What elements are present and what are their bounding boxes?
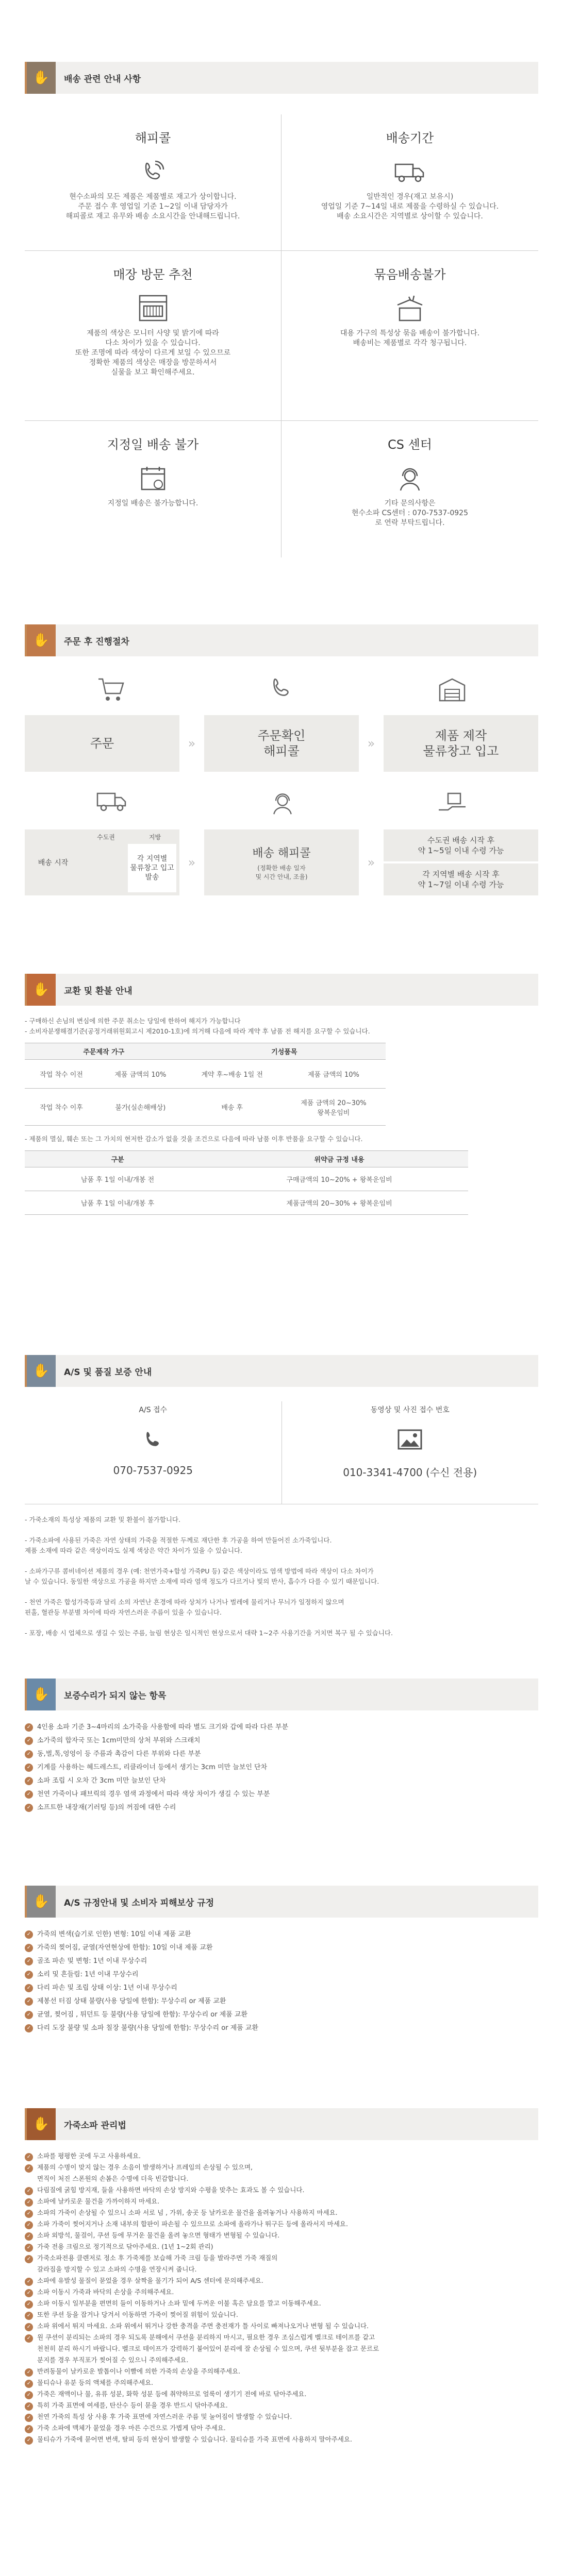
- list-item: ✓ 또한 쿠션 등을 잡거나 당겨서 이동하면 가죽이 찢어질 위험이 있습니다.: [25, 2309, 538, 2320]
- list-item: ✓ 소프트한 내장재(기러팅 등)의 꺼짐에 대한 수리: [25, 1801, 538, 1815]
- table-cell: 제품 금액의 10%: [281, 1060, 386, 1089]
- list-item: ✓ 다리 도장 불량 및 소파 칠장 불량(사용 당일에 한함): 무상수리 or 제품 교환: [25, 2022, 538, 2035]
- check-icon: ✓: [25, 1930, 33, 1939]
- check-icon: ✓: [25, 2024, 33, 2032]
- col-header: 구분: [25, 1151, 210, 1167]
- delivered-box-icon: [437, 789, 468, 825]
- check-icon: ✓: [25, 2300, 33, 2309]
- as-warranty-section: [25, 1355, 538, 1638]
- receive-local: 각 지역별 배송 시작 후 약 1~7일 이내 수령 가능: [384, 863, 538, 895]
- list-item: ✓ 소리 및 흔들림: 1년 이내 무상수리: [25, 1968, 538, 1981]
- truck-icon: [292, 151, 528, 192]
- check-icon: ✓: [25, 2391, 33, 2399]
- as-photo-number: 010-3341-4700 (수신 전용): [343, 1466, 477, 1479]
- no-warranty-section: [25, 1679, 538, 1815]
- table-cell: 작업 착수 이후: [25, 1089, 98, 1126]
- cell-title: 매장 방문 추천: [113, 267, 193, 282]
- image-icon: [282, 1428, 539, 1451]
- check-icon: ✓: [25, 2436, 33, 2445]
- list-item: ✓ 다림질에 굵힘 방지재, 들을 사용하면 바닥의 손상 방지와 수평을 맞추는 효과도 볼 수 있습니다.: [25, 2184, 538, 2196]
- list-item: ✓ 소파 이동시 일부분을 편면히 들이 이동하거나 소파 밑에 두꺼운 이불 혹은 담요를 깔고 이동해주세요.: [25, 2298, 538, 2309]
- hand-logo-icon: ✋: [27, 1355, 56, 1387]
- check-icon: ✓: [25, 2198, 33, 2207]
- info-cell-store-visit: [25, 251, 281, 421]
- check-icon: ✓: [25, 1777, 33, 1785]
- check-icon: ✓: [25, 1737, 33, 1745]
- section-title: A/S 규정안내 및 소비자 피해보상 규정: [64, 1897, 214, 1908]
- cell-desc: 대용 가구의 특성상 묶음 배송이 불가합니다. 배송비는 제품별로 각각 청구됩니다.: [340, 329, 480, 347]
- check-icon: ✓: [25, 1790, 33, 1799]
- list-item: ✓ 소파 위에서 뛰지 마세요. 소파 위에서 뛰거나 강한 충격을 주면 충전재가 틀 사이로 빠져나오거나 변형 될 수 있습니다.: [25, 2320, 538, 2332]
- list-item: ✓ 소가죽의 합자국 또는 1cm미만의 상처 부위와 스크래치: [25, 1734, 538, 1748]
- section-header: [25, 1355, 538, 1387]
- check-icon: ✓: [25, 2011, 33, 2019]
- cell-desc: 기타 문의사항은 현수소파 CS센터 : 070-7537-0925 로 연락 부탁드립니다.: [352, 499, 468, 527]
- table-cell: 제품 금액의 10%: [98, 1060, 183, 1089]
- step-confirm: 주문확인 해피콜: [204, 715, 359, 772]
- hand-logo-icon: ✋: [27, 62, 56, 94]
- check-icon: ✓: [25, 1957, 33, 1965]
- cell-title: CS 센터: [388, 437, 432, 452]
- return-note: - 제품의 멸실, 훼손 또는 그 가치의 현저한 감소가 없을 것을 조건으로 다음에 따라 남품 이후 반품을 요구할 수 있습니다.: [25, 1135, 363, 1143]
- list-item: ✓ 물티슈가 가죽에 묻어면 변색, 탈피 등의 현상이 발생할 수 있습니다. 물티슈를 가죽 표면에 사용하지 말아주세요.: [25, 2434, 538, 2445]
- info-cell-date: [25, 421, 281, 557]
- happy-sub: (정확한 배송 일자 및 시간 안내, 조율): [255, 864, 308, 880]
- as-notes: - 가죽소재의 특성상 제품의 교환 및 환불이 불가합니다. - 가죽소파에 사용된 가죽은 자연 상태의 가죽을 적절한 두께로 재단한 후 가공을 하여 만들어진 소가죽입니다. 제품 소재에 따라 같은 색상이라도 실제 색상은 약간 차이가 있을 수 있습니다. - 소파가구류 콤비네이션 제품의 경우 (예: 천연가죽+합성 가죽PU 등) 같은 색상이라도 염색 방법에 따라 색상이 다소 차이가 날 수 있습니다. 동일한 색상으로 가공을 하지만 소재에 따라 염색 정도가 다르거나 빛의 반사, 흡수가 다를 수 있기 때문입니다. - 천연 가죽은 합성가죽등과 달리 소의 자연난 흔경에 따라 상처가 나거나 벌레에 물리거나 무늬가 일정하지 않으며 핀홀, 혈관등 부분별 차이에 따라 자연스러운 주름이 있을 수 있습니다. - 포장, 배송 시 업체으로 생길 수 있는 주름, 늘림 현상은 일시적인 현상으로서 대략 1~2주 사용기간을 거치면 복구 될 수 있습니다.: [25, 1516, 393, 1637]
- list-item: ✓ 가죽의 찢어짐, 균열(자연현상에 한함): 10일 이내 제품 교환: [25, 1941, 538, 1955]
- check-icon: ✓: [25, 2368, 33, 2377]
- phone-icon: [25, 1428, 281, 1451]
- warehouse-icon: [438, 675, 467, 711]
- check-icon: ✓: [25, 2153, 33, 2161]
- row2-steps: [25, 829, 538, 895]
- order-process-section: [25, 624, 538, 895]
- check-icon: ✓: [25, 2402, 33, 2411]
- store-icon: [35, 287, 271, 329]
- table-cell: 배송 후: [183, 1089, 281, 1126]
- hand-logo-icon: ✋: [27, 2108, 56, 2140]
- check-icon: ✓: [25, 2380, 33, 2388]
- sub-local: 지방: [148, 833, 161, 841]
- check-icon: ✓: [25, 2187, 33, 2195]
- table-cell: 남품 후 1일 이내/개봉 전: [25, 1167, 210, 1191]
- section-header: [25, 2108, 538, 2140]
- check-icon: ✓: [25, 2323, 33, 2331]
- local-warehouse: 각 지역별 물류창고 입고 발송: [128, 844, 176, 892]
- phone-icon: [269, 675, 294, 711]
- check-icon: ✓: [25, 1764, 33, 1772]
- check-icon: ✓: [25, 2334, 33, 2343]
- as-photo-block: [282, 1401, 539, 1504]
- check-icon: ✓: [25, 2255, 33, 2263]
- phone-icon: [35, 151, 271, 192]
- cell-desc: 일반적인 경우(재고 보유시) 영업일 기준 7~14일 내로 제품을 수령하실 수 있습니다. 배송 소요시간은 지역별로 상이할 수 있습니다.: [321, 193, 499, 221]
- list-item: ✓ 소파에 유발성 물질이 묻었을 경우 살짝을 물기가 되어 A/S 센터에 문의해주세요.: [25, 2275, 538, 2286]
- table-cell: 구매금액의 10~20% + 왕복운임비: [210, 1167, 468, 1191]
- info-cell-period: [281, 114, 538, 251]
- check-icon: ✓: [25, 1997, 33, 2006]
- list-item: ✓ 천연 가죽의 특성 상 사용 후 가죽 표면에 자연스러운 주름 및 눌어짐이 발생할 수 있습니다.: [25, 2411, 538, 2422]
- check-icon: ✓: [25, 1944, 33, 1952]
- list-item: ✓ 소파에 날카로운 물건을 가까이하지 마세요.: [25, 2196, 538, 2207]
- check-icon: ✓: [25, 1750, 33, 1758]
- leather-care-section: [25, 2108, 538, 2445]
- cell-title: 지정일 배송 불가: [107, 437, 199, 452]
- list-item: ✓ 소파 조립 시 오차 간 3cm 미만 늘보인 단차: [25, 1774, 538, 1788]
- step-production: 제품 제작 물류창고 입고: [384, 715, 538, 772]
- list-item: ✓ 가죽 전용 크림으로 정기적으로 닦아주세요. (1년 1~2회 관리): [25, 2241, 538, 2252]
- no-warranty-list: [25, 1721, 538, 1815]
- col-header: 기성품목: [183, 1043, 386, 1060]
- table-cell: 계약 후~배송 1일 전: [183, 1060, 281, 1089]
- row1-steps: [25, 715, 538, 772]
- check-icon: ✓: [25, 2278, 33, 2286]
- list-item: ✓ 가죽의 변색(습기로 인한) 변형: 10일 이내 제품 교환: [25, 1928, 538, 1941]
- check-icon: ✓: [25, 1804, 33, 1812]
- list-item: ✓ 제품의 수명이 맞지 않는 경우 소음이 발생하거나 프레임의 손상될 수 있으며, 면직이 처진 스폰원의 손봄은 수명에 더욱 빈감합니다.: [25, 2162, 538, 2184]
- check-icon: ✓: [25, 1984, 33, 1992]
- check-icon: ✓: [25, 2164, 33, 2173]
- list-item: ✓ 가죽소파전용 클렌저로 정소 후 가죽제를 보습해 가죽 크림 등을 발라주면 가죽 재질의 갈라짐을 방지할 수 있고 소파의 수명을 연장시켜 줍니다.: [25, 2252, 538, 2275]
- step-delivery-call: [204, 829, 359, 895]
- check-icon: ✓: [25, 2312, 33, 2320]
- row2-icons: [25, 789, 538, 825]
- list-item: ✓ 소파 이동시 가죽과 바닥의 손상을 주의해주세요.: [25, 2286, 538, 2298]
- check-icon: ✓: [25, 2210, 33, 2218]
- as-phone-number: 070-7537-0925: [113, 1464, 193, 1477]
- cell-desc: 지정일 배송은 불가능합니다.: [107, 499, 198, 507]
- section-header: [25, 624, 538, 656]
- check-icon: ✓: [25, 2232, 33, 2241]
- care-list: [25, 2150, 538, 2445]
- list-item: ✓ 소파의 가죽이 손상될 수 있으니 소파 서로 넘 , 가위, 송곳 등 날카로운 물건을 올려놓거나 사용하지 마세요.: [25, 2207, 538, 2218]
- list-item: ✓ 4인용 소파 기준 3~4마리의 소가죽을 사용함에 따라 별도 크기와 갑에 따라 다른 부분: [25, 1721, 538, 1734]
- penalty-table: [25, 1150, 468, 1215]
- list-item: ✓ 다리 파손 및 조립 상태 이상: 1년 이내 무상수리: [25, 1981, 538, 1995]
- cell-title: 묶음배송불가: [374, 267, 446, 282]
- section-title: 배송 관련 안내 사항: [64, 74, 141, 84]
- table-cell: 제품 금액의 20~30% 왕복운임비: [281, 1089, 386, 1126]
- info-cell-happycall: [25, 114, 281, 251]
- double-chevron-icon: »: [367, 736, 375, 751]
- section-header: [25, 62, 538, 94]
- col-header: 위약금 규정 내용: [210, 1151, 468, 1167]
- list-item: ✓ 가죽 소파에 맥체가 뭍었을 경우 마른 수건으로 가볍게 닦아 주세요.: [25, 2422, 538, 2434]
- list-item: ✓ 물티슈나 유분 등의 액체를 주의해주세요.: [25, 2377, 538, 2388]
- cell-desc: 제품의 색상은 모니터 사양 및 밝기에 따라 다소 차이가 있을 수 있습니다. 또한 조명에 따라 색상이 다르게 보일 수 있으므로 정확한 제품의 색상은 매장을 방문하셔서 실물을 보고 확인해주세요.: [75, 329, 231, 377]
- cell-title: 해피콜: [135, 131, 171, 145]
- step-shipping: [25, 829, 179, 895]
- compensation-section: [25, 1886, 538, 2035]
- step-receive: [384, 829, 538, 895]
- list-item: ✓ 특히 가죽 표면에 여세를, 탄산수 등이 묻을 경우 반드시 닦아주세요.: [25, 2400, 538, 2411]
- table-cell: 남품 후 1일 이내/개봉 후: [25, 1191, 210, 1215]
- list-item: ✓ 동,벌,톡,엉엉이 등 주름과 촉감이 다른 부위와 다른 부분: [25, 1748, 538, 1761]
- check-icon: ✓: [25, 2425, 33, 2433]
- info-cell-cs: [281, 421, 538, 557]
- refund-table: [25, 1043, 386, 1126]
- list-item: ✓ 제봉선 터짐 상태 불량(사용 당일에 한함): 무상수리 or 제품 교환: [25, 1995, 538, 2008]
- row1-icons: [25, 675, 538, 711]
- section-title: 가죽소파 관리법: [64, 2120, 126, 2131]
- refund-notes: - 구매하신 손님의 변심에 의한 주문 취소는 당일에 한하여 해지가 가능합니다 - 소비자분쟁해결기준(공정거래위원회고시 제2010-1호)에 의거해 다음에 따라 계약 후 남품 전 해지를 요구할 수 있습니다.: [25, 1017, 370, 1035]
- info-cell-bundle: [281, 251, 538, 421]
- hand-logo-icon: ✋: [27, 974, 56, 1006]
- list-item: ✓ 골조 파손 및 변형: 1년 이내 무상수리: [25, 1955, 538, 1968]
- double-chevron-icon: »: [367, 855, 375, 870]
- section-header: [25, 1679, 538, 1710]
- happy-title: 배송 해피콜: [252, 846, 311, 860]
- list-item: ✓ 소파 외방석, 물걸이, 쿠션 등에 무거운 물건을 올려 놓으면 형태가 변형될 수 있습니다.: [25, 2230, 538, 2241]
- section-header: [25, 974, 538, 1006]
- as-phone-title: A/S 접수: [139, 1406, 168, 1414]
- list-item: ✓ 가죽은 재액이나 물, 유류 성분, 화학 성분 등에 취약하므로 얼룩이 생기기 전에 바로 닦아주세요.: [25, 2388, 538, 2400]
- list-item: ✓ 기계를 사용하는 헤드레스트, 리클라이너 등에서 생기는 3cm 미만 늘보인 단차: [25, 1761, 538, 1774]
- box-icon: [292, 287, 528, 329]
- list-item: ✓ 소파 가죽이 찢어지거나 소재 내부의 합판이 파손될 수 있으므로 소파에 올라가나 뛰구든 등에 올라서지 마세요.: [25, 2218, 538, 2230]
- headset-icon: [292, 457, 528, 499]
- delivery-info-section: [25, 62, 538, 557]
- as-contacts: [25, 1401, 538, 1504]
- truck-icon: [95, 789, 128, 825]
- list-item: ✓ 반려동물이 날카로운 발톱이나 이빨에 의한 가죽의 손상을 주의해주세요.: [25, 2366, 538, 2377]
- list-item: ✓ 원 쿠션이 분리되는 소파의 경우 되도록 분해에서 쿠션을 분리하지 마시고, 필요한 경우 조심스럽게 벨크로 테이프를 같고 천천히 분리 하시기 바랍니다. 벨크로 테이프가 강력하기 붙어있어 분리에 잘 손상될 수 있으며, 쿠션 뒷부분을 잡고 문르로 분지를 경우 부직포가 찢어질 수 있으니 주의해주세요.: [25, 2332, 538, 2366]
- hand-logo-icon: ✋: [27, 1679, 56, 1710]
- section-title: 주문 후 진행절차: [64, 636, 129, 647]
- double-chevron-icon: »: [188, 855, 196, 870]
- hand-logo-icon: ✋: [27, 1886, 56, 1918]
- compensation-list: [25, 1928, 538, 2035]
- section-title: 보증수리가 되지 않는 항목: [64, 1690, 167, 1701]
- hand-logo-icon: ✋: [27, 624, 56, 656]
- cell-title: 배송기간: [386, 131, 434, 145]
- list-item: ✓ 천연 가죽이나 패브릭의 경우 염색 과정에서 따라 색상 차이가 생길 수 있는 부분: [25, 1788, 538, 1801]
- ship-start-label: 배송 시작: [38, 859, 69, 867]
- cell-desc: 현수소파의 모든 제품은 제품별로 재고가 상이합니다. 주문 접수 후 영업일 기준 1~2일 이내 담당자가 해피콜로 재고 유무와 배송 소요시간을 안내해드립니다.: [65, 193, 240, 221]
- list-item: ✓ 균열, 찢어짐 , 튀던트 등 불량(사용 당일에 한함): 무상수리 or 제품 교환: [25, 2008, 538, 2022]
- headset-icon: [269, 789, 296, 825]
- check-icon: ✓: [25, 2221, 33, 2229]
- list-item: ✓ 소파를 평평한 곳에 두고 사용하세요.: [25, 2150, 538, 2162]
- exchange-refund-section: [25, 974, 538, 1215]
- double-chevron-icon: »: [188, 736, 196, 751]
- receive-capital: 수도권 배송 시작 후 약 1~5일 이내 수령 가능: [384, 829, 538, 861]
- check-icon: ✓: [25, 2289, 33, 2297]
- check-icon: ✓: [25, 1723, 33, 1732]
- delivery-info-grid: [25, 114, 538, 557]
- section-title: 교환 및 환불 안내: [64, 986, 133, 996]
- table-cell: 불가(실손해배상): [98, 1089, 183, 1126]
- sub-capital: 수도권: [97, 833, 115, 841]
- section-header: [25, 1886, 538, 1918]
- table-cell: 제품금액의 20~30% + 왕복운임비: [210, 1191, 468, 1215]
- step-order: 주문: [25, 715, 179, 772]
- check-icon: ✓: [25, 1971, 33, 1979]
- as-phone-block: [25, 1401, 282, 1504]
- col-header: 주문제작 가구: [25, 1043, 183, 1060]
- calendar-icon: [35, 457, 271, 499]
- cart-icon: [96, 675, 125, 711]
- section-title: A/S 및 품질 보증 안내: [64, 1367, 152, 1378]
- table-cell: 작업 착수 이전: [25, 1060, 98, 1089]
- check-icon: ✓: [25, 2244, 33, 2252]
- as-photo-title: 동영상 및 사진 접수 번호: [370, 1406, 450, 1414]
- check-icon: ✓: [25, 2414, 33, 2422]
